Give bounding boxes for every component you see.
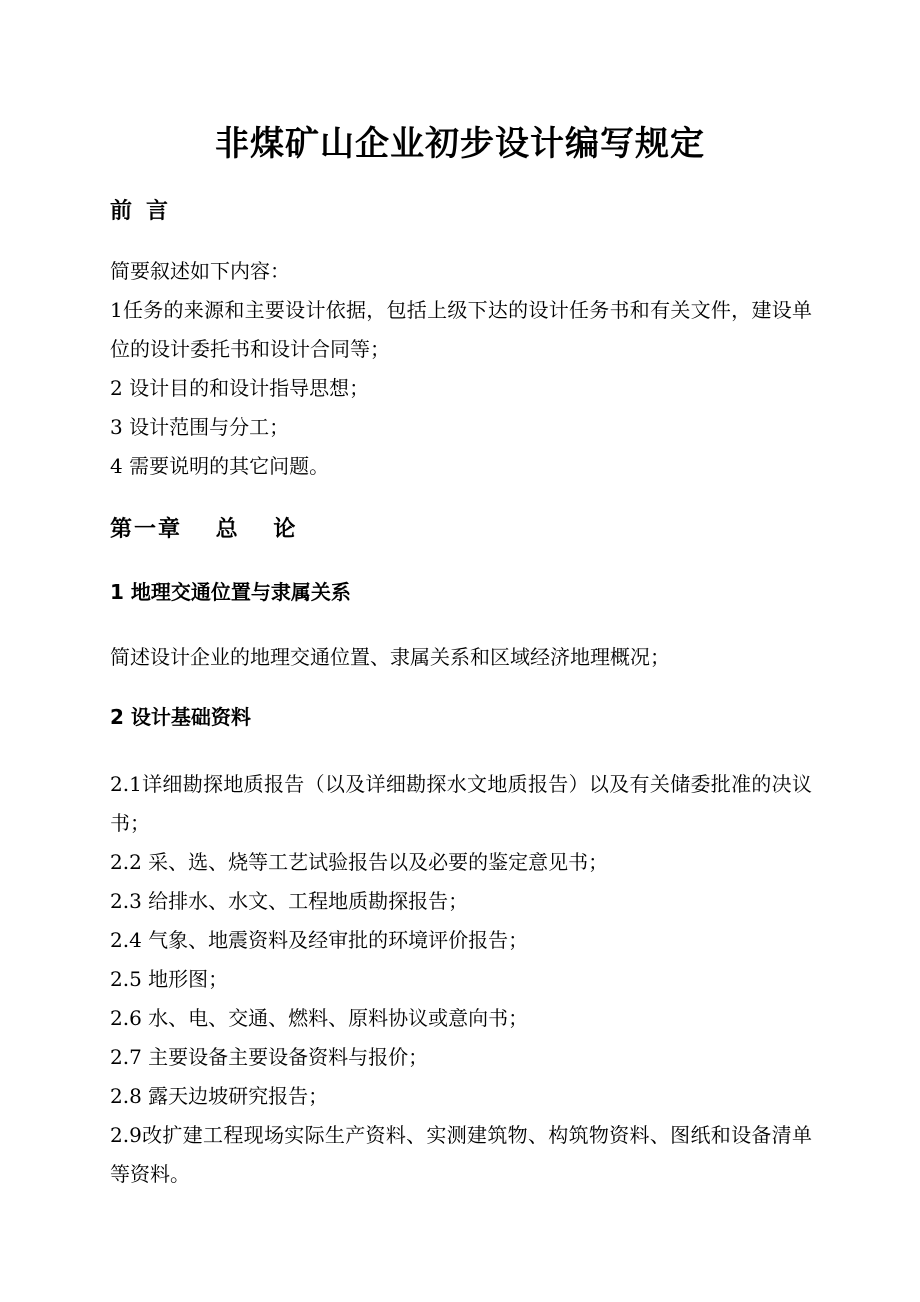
preface-intro: 简要叙述如下内容： (110, 259, 290, 283)
list-item: 2.3 给排水、水文、工程地质勘探报告； (110, 889, 469, 913)
list-item: 2.4 气象、地震资料及经审批的环境评价报告； (110, 928, 529, 952)
list-item: 2.5 地形图； (110, 967, 229, 991)
list-item: 2.6 水、电、交通、燃料、原料协议或意向书； (110, 1006, 529, 1030)
list-item: 2.9改扩建工程现场实际生产资料、实测建筑物、构筑物资料、图纸和设备清单等资料。 (110, 1123, 812, 1186)
list-item: 2.7 主要设备主要设备资料与报价； (110, 1045, 429, 1069)
section-heading: 2 设计基础资料 (110, 705, 251, 729)
section-heading: 1 地理交通位置与隶属关系 (110, 580, 351, 604)
document-title: 非煤矿山企业初步设计编写规定 (215, 124, 705, 164)
list-item: 2.1详细勘探地质报告（以及详细勘探水文地质报告）以及有关储委批准的决议书； (110, 772, 812, 835)
preface-item: 4 需要说明的其它问题。 (110, 454, 330, 478)
section-text: 简述设计企业的地理交通位置、隶属关系和区域经济地理概况； (110, 645, 670, 669)
preface-item: 1任务的来源和主要设计依据，包括上级下达的设计任务书和有关文件，建设单位的设计委托书和设计合同等； (110, 298, 812, 361)
preface-item: 2 设计目的和设计指导思想； (110, 376, 370, 400)
document-body (110, 192, 812, 1194)
chapter-heading: 第一章 总 论 (110, 517, 298, 542)
preface-item: 3 设计范围与分工； (110, 415, 290, 439)
list-item: 2.8 露天边坡研究报告； (110, 1084, 329, 1108)
list-item: 2.2 采、选、烧等工艺试验报告以及必要的鉴定意见书； (110, 850, 609, 874)
preface-heading: 前言 (110, 199, 183, 224)
